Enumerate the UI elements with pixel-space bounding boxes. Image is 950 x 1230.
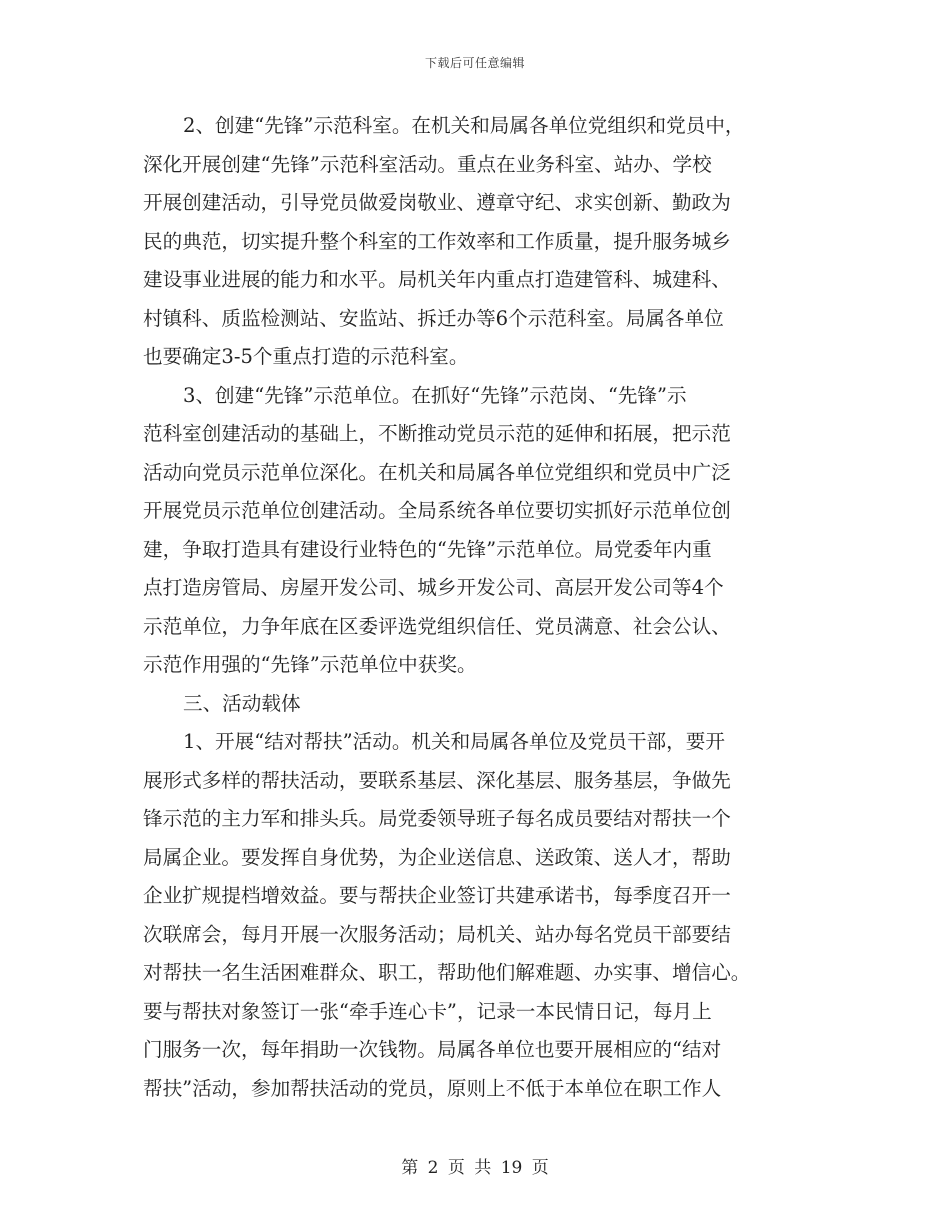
text-line: 锋示范的主力军和排头兵。局党委领导班子每名成员要结对帮扶一个	[143, 807, 731, 830]
text-line: 对帮扶一名生活困难群众、职工，帮助他们解难题、办实事、增信心。	[143, 961, 751, 984]
text-line: 展形式多样的帮扶活动，要联系基层、深化基层、服务基层，争做先	[143, 768, 731, 792]
text-line: 建，争取打造具有建设行业特色的“先锋”示范单位。局党委年内重	[143, 537, 712, 561]
text-line: 开展创建活动，引导党员做爱岗敬业、遵章守纪、求实创新、勤政为	[143, 191, 731, 214]
text-line: 2、创建“先锋”示范科室。在机关和局属各单位党组织和党员中，	[183, 114, 745, 137]
text-line: 范科室创建活动的基础上，不断推动党员示范的延伸和拓展，把示范	[143, 422, 731, 445]
text-line: 活动向党员示范单位深化。在机关和局属各单位党组织和党员中广泛	[143, 460, 731, 484]
text-line: 企业扩规提档增效益。要与帮扶企业签订共建承诺书，每季度召开一	[143, 884, 731, 907]
text-line: 门服务一次，每年捐助一次钱物。局属各单位也要开展相应的“结对	[143, 1038, 722, 1061]
section-heading: 三、活动载体	[183, 691, 301, 715]
text-line: 开展党员示范单位创建活动。全局系统各单位要切实抓好示范单位创	[143, 499, 731, 522]
text-line: 3、创建“先锋”示范单位。在抓好“先锋”示范岗、“先锋”示	[183, 383, 687, 407]
page-header: 下载后可任意编辑	[424, 56, 525, 70]
text-line: 点打造房管局、房屋开发公司、城乡开发公司、高层开发公司等4个	[143, 576, 724, 599]
page-number-footer: 第 2 页 共 19 页	[401, 1158, 549, 1178]
text-line: 要与帮扶对象签订一张“牵手连心卡”，记录一本民情日记，每月上	[143, 999, 712, 1023]
text-line: 次联席会，每月开展一次服务活动；局机关、站办每名党员干部要结	[143, 922, 731, 946]
text-line: 示范单位，力争年底在区委评选党组织信任、党员满意、社会公认、	[143, 614, 731, 638]
text-line: 民的典范，切实提升整个科室的工作效率和工作质量，提升服务城乡	[143, 229, 731, 253]
text-line: 局属企业。要发挥自身优势，为企业送信息、送政策、送人才，帮助	[143, 845, 731, 869]
text-line: 建设事业进展的能力和水平。局机关年内重点打造建管科、城建科、	[143, 268, 731, 291]
text-line: 1、开展“结对帮扶”活动。机关和局属各单位及党员干部，要开	[183, 730, 725, 753]
text-line: 也要确定3-5个重点打造的示范科室。	[143, 345, 469, 368]
text-line: 深化开展创建“先锋”示范科室活动。重点在业务科室、站办、学校	[143, 152, 712, 176]
text-line: 帮扶”活动，参加帮扶活动的党员，原则上不低于本单位在职工作人	[143, 1076, 722, 1100]
document-body	[143, 107, 823, 1108]
text-line: 示范作用强的“先锋”示范单位中获奖。	[143, 653, 477, 676]
text-line: 村镇科、质监检测站、安监站、拆迁办等6个示范科室。局属各单位	[143, 306, 724, 330]
